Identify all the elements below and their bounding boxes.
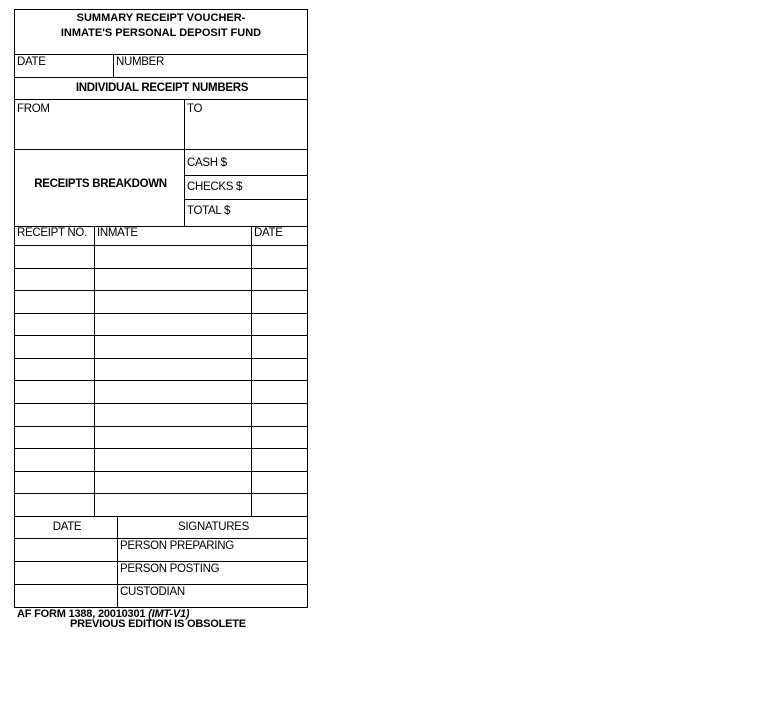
date-number-row [15,55,307,78]
receipts-breakdown-section [15,150,307,227]
form-id: AF FORM 1388, 20010301 [17,608,146,620]
date-field[interactable] [15,55,113,77]
table-row [15,269,307,292]
receipt-no-cell[interactable] [15,381,94,403]
person-preparing-field[interactable] [117,539,307,561]
table-row [15,427,307,450]
custodian-label: CUSTODIAN [120,586,185,598]
inmate-cell[interactable] [94,427,251,449]
signature-row [15,585,307,607]
date-cell[interactable] [251,336,307,358]
signature-date-field[interactable] [15,539,117,561]
edition-note: PREVIOUS EDITION IS OBSOLETE [70,618,246,630]
date-cell[interactable] [251,427,307,449]
breakdown-amounts [184,150,307,226]
receipt-no-cell[interactable] [15,404,94,426]
to-field[interactable] [184,100,307,149]
table-row [15,404,307,427]
from-label: FROM [17,103,50,115]
table-row [15,494,307,517]
signatures-header-row [15,517,307,539]
inmate-header: INMATE [94,227,251,245]
inmate-cell[interactable] [94,449,251,471]
inmate-cell[interactable] [94,314,251,336]
receipt-table-header [15,227,307,246]
receipt-no-cell[interactable] [15,314,94,336]
date-cell[interactable] [251,381,307,403]
form-footer [17,609,246,629]
date-cell[interactable] [251,472,307,494]
signatures-header: SIGNATURES [117,517,307,538]
cash-label: CASH $ [187,157,227,169]
number-label: NUMBER [116,56,165,68]
receipt-no-cell[interactable] [15,269,94,291]
form-title-line2: INMATE'S PERSONAL DEPOSIT FUND [60,27,262,39]
inmate-cell[interactable] [94,472,251,494]
form-title-line1: SUMMARY RECEIPT VOUCHER- [76,12,246,24]
inmate-cell[interactable] [94,404,251,426]
checks-field[interactable] [185,176,307,200]
total-field[interactable] [185,200,307,226]
checks-label: CHECKS $ [187,181,243,193]
date-cell[interactable] [251,359,307,381]
table-row [15,472,307,495]
from-to-row [15,100,307,150]
receipt-no-cell[interactable] [15,449,94,471]
inmate-cell[interactable] [94,246,251,268]
receipt-no-cell[interactable] [15,291,94,313]
date-cell[interactable] [251,269,307,291]
date-cell[interactable] [251,314,307,336]
receipt-no-cell[interactable] [15,472,94,494]
date-cell[interactable] [251,246,307,268]
form-title [15,10,307,55]
form-version: (IMT-V1) [148,608,190,620]
receipt-no-cell[interactable] [15,494,94,516]
table-row [15,291,307,314]
signature-date-field[interactable] [15,562,117,584]
table-row [15,336,307,359]
signature-row [15,562,307,585]
receipt-no-header: RECEIPT NO. [17,227,87,239]
person-posting-field[interactable] [117,562,307,584]
inmate-cell[interactable] [94,494,251,516]
custodian-field[interactable] [117,585,307,607]
table-row [15,359,307,382]
person-posting-label: PERSON POSTING [120,563,220,575]
date-label: DATE [17,56,46,68]
receipt-no-cell[interactable] [15,427,94,449]
date-header: DATE [251,227,307,245]
to-label: TO [187,103,203,115]
inmate-cell[interactable] [94,359,251,381]
inmate-cell[interactable] [94,336,251,358]
receipt-no-cell[interactable] [15,336,94,358]
date-cell[interactable] [251,404,307,426]
from-field[interactable] [15,100,184,149]
receipts-breakdown-label: RECEIPTS BREAKDOWN [34,178,167,190]
person-preparing-label: PERSON PREPARING [120,540,234,552]
table-row [15,314,307,337]
total-label: TOTAL $ [187,205,231,217]
receipt-no-cell[interactable] [15,359,94,381]
signature-date-header: DATE [52,521,82,533]
inmate-cell[interactable] [94,269,251,291]
table-row [15,381,307,404]
table-row [15,246,307,269]
cash-field[interactable] [185,150,307,176]
date-cell[interactable] [251,291,307,313]
number-field[interactable] [113,55,307,77]
date-cell[interactable] [251,449,307,471]
signature-row [15,539,307,562]
inmate-cell[interactable] [94,381,251,403]
date-cell[interactable] [251,494,307,516]
signature-date-field[interactable] [15,585,117,607]
receipt-voucher-form [14,9,308,608]
inmate-cell[interactable] [94,291,251,313]
table-row [15,449,307,472]
receipt-no-cell[interactable] [15,246,94,268]
receipt-numbers-header: INDIVIDUAL RECEIPT NUMBERS [15,78,307,100]
